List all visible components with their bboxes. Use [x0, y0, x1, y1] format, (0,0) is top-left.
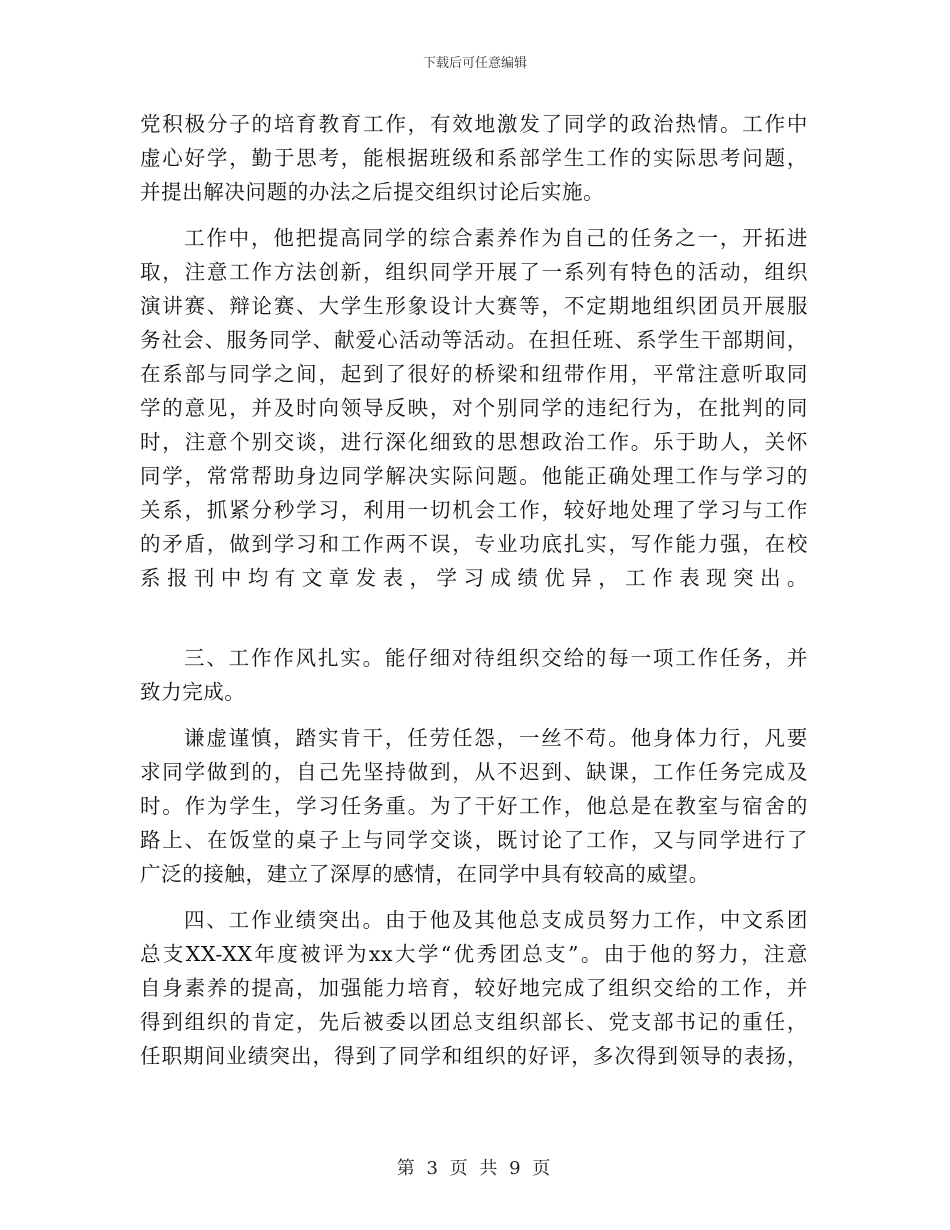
paragraph: [140, 903, 808, 1073]
text-line: 同学，常常帮助身边同学解决实际问题。他能正确处理工作与学习的: [140, 464, 808, 488]
text-line: 致力完成。: [140, 680, 246, 704]
text-line: 任职期间业绩突出，得到了同学和组织的好评，多次得到领导的表扬，: [140, 1044, 808, 1068]
paragraph: [140, 641, 808, 709]
text-line: 工作中，他把提高同学的综合素养作为自己的任务之一，开拓进: [184, 226, 808, 250]
text-line: 的矛盾，做到学习和工作两不误，专业功底扎实，写作能力强，在校: [140, 532, 808, 556]
page-number: 第 3 页 共 9 页: [396, 1158, 554, 1179]
document-body: [140, 107, 808, 1073]
text-line: 三、工作作风扎实。能仔细对待组织交给的每一项工作任务，并: [184, 646, 808, 670]
text-line: 得到组织的肯定，先后被委以团总支组织部长、党支部书记的重任，: [140, 1010, 808, 1034]
text-line: 广泛的接触，建立了深厚的感情，在同学中具有较高的威望。: [140, 862, 710, 886]
text-line: 系报刊中均有文章发表，学习成绩优异，工作表现突出。: [140, 566, 808, 590]
page-header: 下载后可任意编辑: [422, 56, 527, 71]
paragraph: [140, 221, 808, 629]
paragraph: [140, 721, 808, 891]
paragraph: [140, 107, 808, 209]
text-line: 自身素养的提高，加强能力培育，较好地完成了组织交给的工作，并: [140, 976, 808, 1000]
text-line: 并提出解决问题的办法之后提交组织讨论后实施。: [140, 180, 605, 204]
text-line: 学的意见，并及时向领导反映，对个别同学的违纪行为，在批判的同: [140, 396, 808, 420]
text-line: 求同学做到的，自己先坚持做到，从不迟到、缺课，工作任务完成及: [140, 760, 808, 784]
text-line: 党积极分子的培育教育工作，有效地激发了同学的政治热情。工作中: [140, 112, 808, 136]
text-line: 总支XX-XX年度被评为xx大学“优秀团总支”。由于他的努力，注意: [140, 942, 808, 966]
text-line: 时。作为学生，学习任务重。为了干好工作，他总是在教室与宿舍的: [140, 794, 808, 818]
text-line: 取，注意工作方法创新，组织同学开展了一系列有特色的活动，组织: [140, 260, 808, 284]
text-line: 时，注意个别交谈，进行深化细致的思想政治工作。乐于助人，关怀: [140, 430, 808, 454]
text-line: 关系，抓紧分秒学习，利用一切机会工作，较好地处理了学习与工作: [140, 498, 808, 522]
text-line: 谦虚谨慎，踏实肯干，任劳任怨，一丝不苟。他身体力行，凡要: [184, 726, 808, 750]
text-line: 务社会、服务同学、献爱心活动等活动。在担任班、系学生干部期间，: [140, 328, 808, 352]
text-line: 演讲赛、辩论赛、大学生形象设计大赛等，不定期地组织团员开展服: [140, 294, 808, 318]
text-line: [140, 595, 808, 629]
text-line: 在系部与同学之间，起到了很好的桥梁和纽带作用，平常注意听取同: [140, 362, 808, 386]
text-line: 虚心好学，勤于思考，能根据班级和系部学生工作的实际思考问题，: [140, 146, 808, 170]
text-line: 四、工作业绩突出。由于他及其他总支成员努力工作，中文系团: [184, 908, 808, 932]
text-line: 路上、在饭堂的桌子上与同学交谈，既讨论了工作，又与同学进行了: [140, 828, 808, 852]
